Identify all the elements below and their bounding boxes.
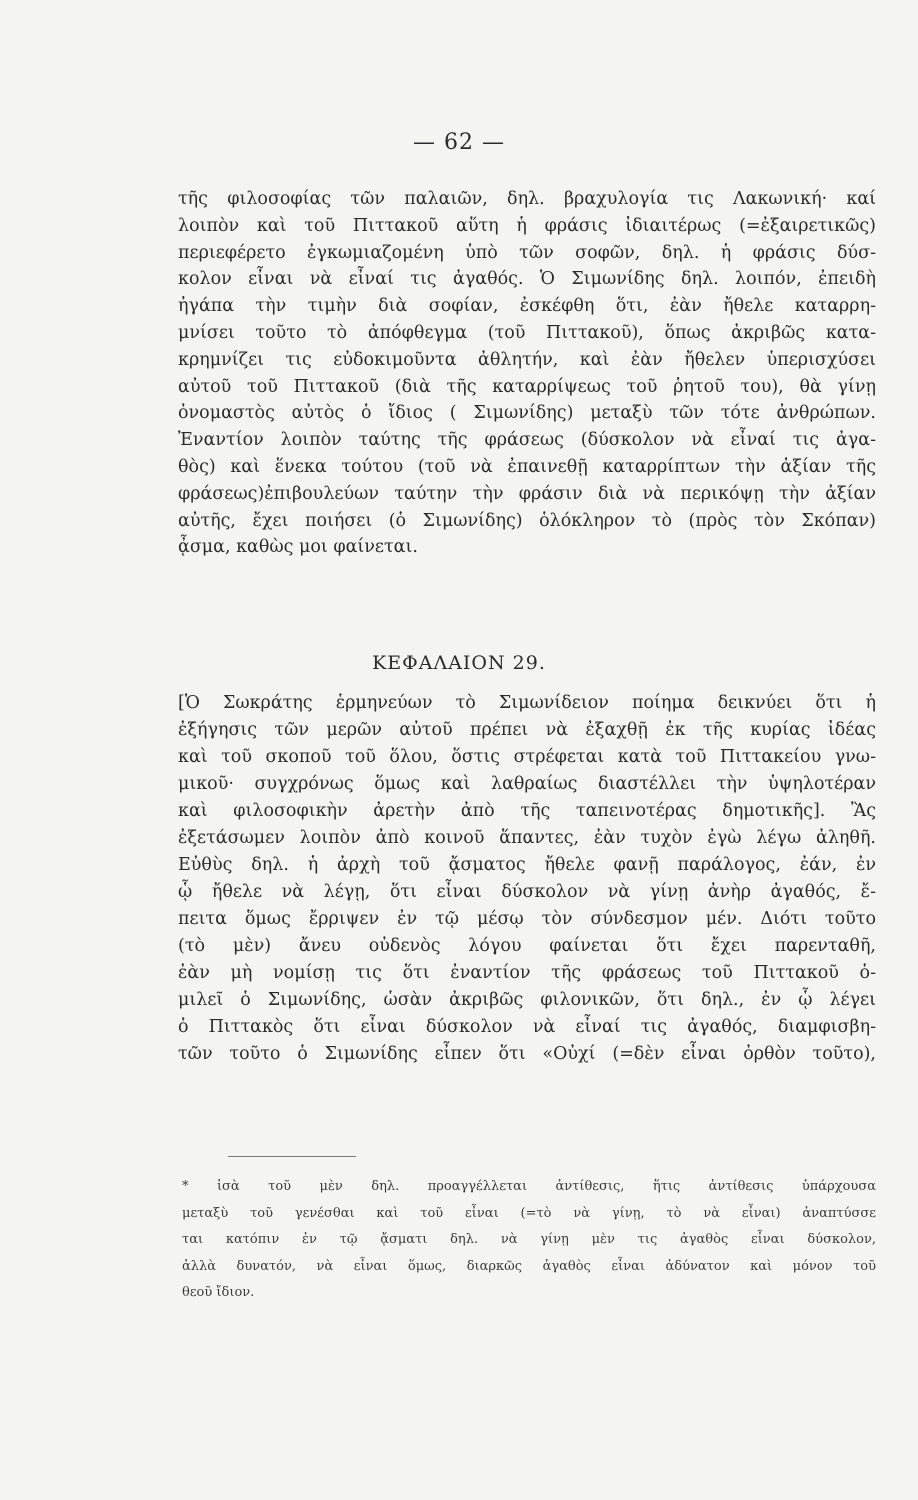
text-line: ἐξετάσωμεν λοιπὸν ἀπὸ κοινοῦ ἅπαντες, ἐὰν τυχὸν ἐγὼ λέγω ἀληθῆ. — [178, 828, 876, 848]
text-line: ἐξήγησις τῶν μερῶν αὐτοῦ πρέπει νὰ ἐξαχθῇ ἐκ τῆς κυρίας ἰδέας — [178, 720, 876, 740]
text-line: ᾆσμα, καθὼς μοι φαίνεται. — [178, 537, 418, 558]
chapter-heading: ΚΕΦΑΛΑΙΟΝ 29. — [372, 652, 546, 674]
footnote-line: ἀλλὰ δυνατόν, νὰ εἶναι ὅμως, διαρκῶς ἀγαθὸς εἶναι ἀδύνατον καὶ μόνον τοῦ — [182, 1258, 876, 1274]
text-line: Εὐθὺς δηλ. ἡ ἀρχὴ τοῦ ᾄσματος ἤθελε φανῇ παράλογος, ἐάν, ἐν — [178, 855, 876, 875]
text-line: λοιπὸν καὶ τοῦ Πιττακοῦ αὕτη ἡ φράσις ἰδιαιτέρως (=ἐξαιρετικῶς) — [178, 215, 876, 236]
text-line: αὐτοῦ τοῦ Πιττακοῦ (διὰ τῆς καταρρίψεως τοῦ ῥητοῦ του), θὰ γίνῃ — [178, 376, 876, 397]
text-line: ὀνομαστὸς αὐτὸς ὁ ἴδιος ( Σιμωνίδης) μεταξὺ τῶν τότε ἀνθρώπων. — [178, 403, 876, 424]
footnote-line: * ἰσὰ τοῦ μὲν δηλ. προαγγέλλεται ἀντίθεσις, ἥτις ἀντίθεσις ὑπάρχουσα — [182, 1179, 876, 1194]
page-number: — 62 — — [413, 130, 505, 155]
text-line: Ἐναντίον λοιπὸν ταύτης τῆς φράσεως (δύσκολον νὰ εἶναί τις ἀγα- — [178, 430, 876, 451]
text-line: μικοῦ· συγχρόνως ὅμως καὶ λαθραίως διαστέλλει τὴν ὑψηλοτέραν — [178, 774, 876, 794]
text-line: κρημνίζει τις εὐδοκιμοῦντα ἀθλητήν, καὶ ἐὰν ἤθελεν ὑπερισχύσει — [178, 349, 876, 370]
text-line: αὐτῆς, ἔχει ποιήσει (ὁ Σιμωνίδης) ὁλόκληρον τὸ (πρὸς τὸν Σκόπαν) — [178, 510, 876, 531]
text-line: μνίσει τοῦτο τὸ ἀπόφθεγμα (τοῦ Πιττακοῦ), ὅπως ἀκριβῶς κατα- — [178, 322, 876, 343]
text-line: θὸς) καὶ ἕνεκα τούτου (τοῦ νὰ ἐπαινεθῇ καταρρίπτων τὴν ἀξίαν τῆς — [178, 456, 876, 477]
text-line: τῶν τοῦτο ὁ Σιμωνίδης εἶπεν ὅτι «Οὐχί (=δὲν εἶναι ὀρθὸν τοῦτο), — [178, 1044, 876, 1064]
text-line: φράσεως)ἐπιβουλεύων ταύτην τὴν φράσιν διὰ νὰ περικόψῃ τὴν ἀξίαν — [178, 483, 876, 504]
text-line: καὶ φιλοσοφικὴν ἀρετὴν ἀπὸ τῆς ταπεινοτέρας δημοτικῆς]. Ἂς — [178, 801, 876, 821]
footnote-line: μεταξὺ τοῦ γενέσθαι καὶ τοῦ εἶναι (=τὸ νὰ γίνῃ, τὸ νὰ εἶναι) ἀναπτύσσε — [182, 1205, 876, 1221]
text-line: ἠγάπα τὴν τιμὴν διὰ σοφίαν, ἐσκέφθη ὅτι, ἐὰν ἤθελε καταρρη- — [178, 296, 876, 317]
text-line: περιεφέρετο ἐγκωμιαζομένη ὑπὸ τῶν σοφῶν, δηλ. ἡ φράσις δύσ- — [178, 242, 876, 263]
text-line: καὶ τοῦ σκοποῦ τοῦ ὅλου, ὅστις στρέφεται κατὰ τοῦ Πιττακείου γνω- — [178, 747, 876, 767]
footnote — [182, 1174, 876, 1307]
text-line: πειτα ὅμως ἔρριψεν ἐν τῷ μέσῳ τὸν σύνδεσμον μέν. Διότι τοῦτο — [178, 909, 876, 929]
text-line: κολον εἶναι νὰ εἶναί τις ἀγαθός. Ὁ Σιμωνίδης δηλ. λοιπόν, ἐπειδὴ — [178, 269, 876, 290]
footnote-line: ται κατόπιν ἐν τῷ ᾄσματι δηλ. νὰ γίνῃ μὲν τις ἀγαθὸς εἶναι δύσκολον, — [182, 1232, 876, 1247]
text-line: μιλεῖ ὁ Σιμωνίδης, ὡσὰν ἀκριβῶς φιλονικῶν, ὅτι δηλ., ἐν ᾧ λέγει — [178, 990, 876, 1010]
text-line: ἐὰν μὴ νομίσῃ τις ὅτι ἐναντίον τῆς φράσεως τοῦ Πιττακοῦ ὁ- — [178, 963, 876, 983]
body-text — [178, 186, 876, 561]
text-line: ὁ Πιττακὸς ὅτι εἶναι δύσκολον νὰ εἶναί τις ἀγαθός, διαμφισβη- — [178, 1017, 876, 1037]
text-line: τῆς φιλοσοφίας τῶν παλαιῶν, δηλ. βραχυλογία τις Λακωνική· καί — [178, 189, 876, 209]
text-line: ᾧ ἤθελε νὰ λέγῃ, ὅτι εἶναι δύσκολον νὰ γίνῃ ἀνὴρ ἀγαθός, ἔ- — [178, 882, 876, 902]
footnote-line: θεοῦ ἴδιον. — [182, 1285, 255, 1300]
text-line: (τὸ μὲν) ἄνευ οὐδενὸς λόγου φαίνεται ὅτι ἔχει παρενταθῆ, — [178, 936, 876, 956]
chapter-text — [178, 690, 876, 1068]
footnote-divider — [228, 1156, 356, 1157]
text-line: [Ὁ Σωκράτης ἑρμηνεύων τὸ Σιμωνίδειον ποίημα δεικνύει ὅτι ἡ — [178, 693, 876, 713]
